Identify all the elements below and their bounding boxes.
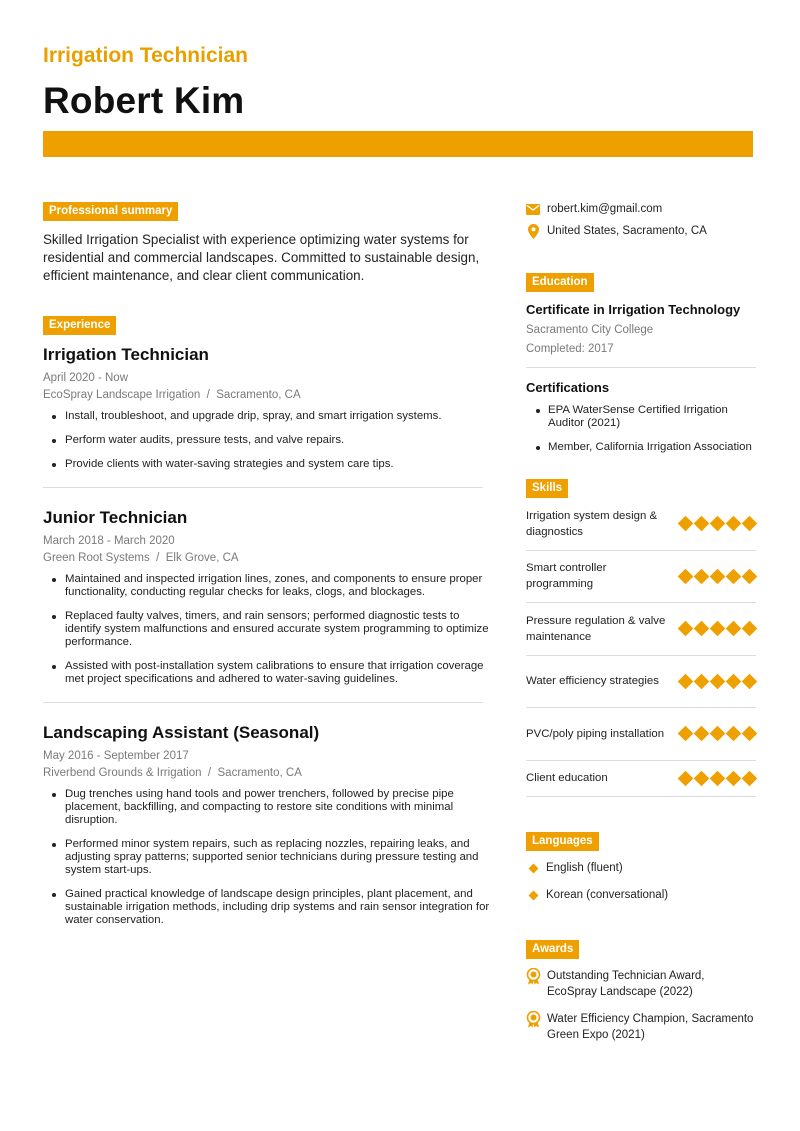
job-company-line: Riverbend Grounds & Irrigation / Sacramento, CA xyxy=(43,767,302,779)
rating-diamond-icon xyxy=(678,770,694,786)
job-bullet: Gained practical knowledge of landscape design principles, plant placement, and sustainable irrigation methods, including drip systems and rain sensor integration for water conservation. xyxy=(43,888,495,927)
skill-name: Water efficiency strategies xyxy=(526,675,659,688)
skill-rating xyxy=(679,676,756,687)
job-entry xyxy=(43,723,495,927)
rating-diamond-icon xyxy=(742,770,758,786)
rating-diamond-icon xyxy=(694,726,710,742)
skill-row xyxy=(526,656,756,709)
job-entry xyxy=(43,508,495,686)
skill-row xyxy=(526,551,756,604)
skill-rating xyxy=(679,728,756,739)
skill-name: Irrigation system design & diagnostics xyxy=(526,509,658,538)
job-bullets xyxy=(43,573,495,686)
rating-diamond-icon xyxy=(678,568,694,584)
diamond-bullet-icon xyxy=(529,890,539,900)
rating-diamond-icon xyxy=(710,568,726,584)
summary-text: Skilled Irrigation Specialist with experience optimizing water systems for residential and commercial landscapes. Committed to sustainable design, efficient maintenance, and clear client communication. xyxy=(43,232,480,283)
skill-row xyxy=(526,708,756,761)
rating-diamond-icon xyxy=(694,770,710,786)
rating-diamond-icon xyxy=(678,621,694,637)
job-bullet: Dug trenches using hand tools and power trenchers, followed by precise pipe placement, backfilling, and compacting to restore site conditions with minimal disruption. xyxy=(43,788,495,827)
education-school: Sacramento City College xyxy=(526,324,654,336)
education-divider xyxy=(526,367,756,368)
job-location: Sacramento, CA xyxy=(216,389,301,401)
job-company-line: Green Root Systems / Elk Grove, CA xyxy=(43,552,239,564)
job-title: Landscaping Assistant (Seasonal) xyxy=(43,723,320,742)
rating-diamond-icon xyxy=(742,673,758,689)
rating-diamond-icon xyxy=(694,673,710,689)
award-label: Water Efficiency Champion, Sacramento Green Expo (2021) xyxy=(547,1012,754,1041)
rating-diamond-icon xyxy=(742,726,758,742)
rating-diamond-icon xyxy=(726,568,742,584)
skill-rating xyxy=(679,773,756,784)
skill-name: PVC/poly piping installation xyxy=(526,727,665,740)
job-bullets xyxy=(43,788,495,927)
map-pin-icon xyxy=(526,224,540,238)
rating-diamond-icon xyxy=(694,516,710,532)
job-dates: April 2020 - Now xyxy=(43,372,129,384)
rating-diamond-icon xyxy=(694,568,710,584)
rating-diamond-icon xyxy=(678,516,694,532)
medal-icon xyxy=(526,1011,542,1029)
skill-name: Smart controller programming xyxy=(526,562,607,591)
mail-icon xyxy=(526,202,540,216)
skill-name: Client education xyxy=(526,772,608,784)
language-item xyxy=(526,882,756,909)
languages-list xyxy=(526,855,756,909)
job-bullets xyxy=(43,410,495,471)
certifications-title: Certifications xyxy=(526,380,610,395)
experience-section-tag: Experience xyxy=(43,316,116,335)
skill-row xyxy=(526,761,756,797)
rating-diamond-icon xyxy=(694,621,710,637)
certifications-list xyxy=(526,404,756,454)
education-completed: Completed: 2017 xyxy=(526,343,614,355)
rating-diamond-icon xyxy=(726,770,742,786)
rating-diamond-icon xyxy=(726,673,742,689)
accent-bar xyxy=(43,131,753,157)
skill-name: Pressure regulation & valve maintenance xyxy=(526,614,666,643)
rating-diamond-icon xyxy=(710,516,726,532)
rating-diamond-icon xyxy=(742,516,758,532)
contact-location xyxy=(526,222,756,240)
rating-diamond-icon xyxy=(710,673,726,689)
rating-diamond-icon xyxy=(710,621,726,637)
job-dates: March 2018 - March 2020 xyxy=(43,535,175,547)
rating-diamond-icon xyxy=(710,726,726,742)
job-company-line: EcoSpray Landscape Irrigation / Sacramento, CA xyxy=(43,389,301,401)
job-bullet: Perform water audits, pressure tests, and valve repairs. xyxy=(43,434,495,447)
skill-row xyxy=(526,498,756,551)
skills-list xyxy=(526,498,756,797)
skills-section-tag: Skills xyxy=(526,479,568,498)
right-column xyxy=(526,200,756,1054)
rating-diamond-icon xyxy=(726,516,742,532)
job-bullet: Replaced faulty valves, timers, and rain sensors; performed diagnostic tests to identify system malfunctions and ensured accurate system programming to optimize performance. xyxy=(43,610,495,649)
job-company: Green Root Systems xyxy=(43,552,150,564)
job-bullet: Install, troubleshoot, and upgrade drip, spray, and smart irrigation systems. xyxy=(43,410,495,423)
skill-rating xyxy=(679,571,756,582)
job-company: Riverbend Grounds & Irrigation xyxy=(43,767,202,779)
job-location: Elk Grove, CA xyxy=(165,552,239,564)
medal-icon xyxy=(526,968,542,986)
awards-section-tag: Awards xyxy=(526,940,579,959)
job-entry xyxy=(43,345,495,471)
award-item xyxy=(526,1011,756,1043)
job-dates: May 2016 - September 2017 xyxy=(43,750,189,762)
job-company: EcoSpray Landscape Irrigation xyxy=(43,389,201,401)
certification-item: Member, California Irrigation Association xyxy=(526,441,756,454)
language-label: English (fluent) xyxy=(546,862,623,874)
award-label: Outstanding Technician Award, EcoSpray Landscape (2022) xyxy=(547,969,705,998)
job-bullet: Provide clients with water-saving strategies and system care tips. xyxy=(43,458,495,471)
job-location: Sacramento, CA xyxy=(217,767,302,779)
education-section-tag: Education xyxy=(526,273,594,292)
languages-section-tag: Languages xyxy=(526,832,599,851)
email-text: robert.kim@gmail.com xyxy=(547,203,663,215)
rating-diamond-icon xyxy=(726,726,742,742)
rating-diamond-icon xyxy=(742,621,758,637)
awards-list xyxy=(526,968,756,1043)
headline: Irrigation Technician xyxy=(43,44,248,67)
rating-diamond-icon xyxy=(678,673,694,689)
rating-diamond-icon xyxy=(710,770,726,786)
job-title: Irrigation Technician xyxy=(43,345,209,364)
language-item xyxy=(526,855,756,882)
rating-diamond-icon xyxy=(726,621,742,637)
skill-rating xyxy=(679,518,756,529)
language-label: Korean (conversational) xyxy=(546,889,669,901)
award-item xyxy=(526,968,756,1000)
education-degree: Certificate in Irrigation Technology xyxy=(526,302,741,317)
contact-email[interactable] xyxy=(526,200,756,218)
diamond-bullet-icon xyxy=(529,863,539,873)
location-text: United States, Sacramento, CA xyxy=(547,225,707,237)
job-title: Junior Technician xyxy=(43,508,188,527)
job-divider xyxy=(43,487,483,488)
job-bullet: Maintained and inspected irrigation lines, zones, and components to ensure proper functionality, conducting regular checks for leaks, clogs, and blockages. xyxy=(43,573,495,599)
skill-row xyxy=(526,603,756,656)
candidate-name: Robert Kim xyxy=(43,80,245,121)
certification-item: EPA WaterSense Certified Irrigation Auditor (2021) xyxy=(526,404,756,430)
rating-diamond-icon xyxy=(678,726,694,742)
left-column xyxy=(43,201,495,938)
job-divider xyxy=(43,702,483,703)
job-bullet: Performed minor system repairs, such as replacing nozzles, repairing leaks, and adjusting spray patterns; supported senior technicians during pressure testing and system start-ups. xyxy=(43,838,495,877)
skill-rating xyxy=(679,623,756,634)
rating-diamond-icon xyxy=(742,568,758,584)
job-bullet: Assisted with post-installation system calibrations to ensure that irrigation coverage met project specifications and adhered to water-saving guidelines. xyxy=(43,660,495,686)
summary-section-tag: Professional summary xyxy=(43,202,178,221)
